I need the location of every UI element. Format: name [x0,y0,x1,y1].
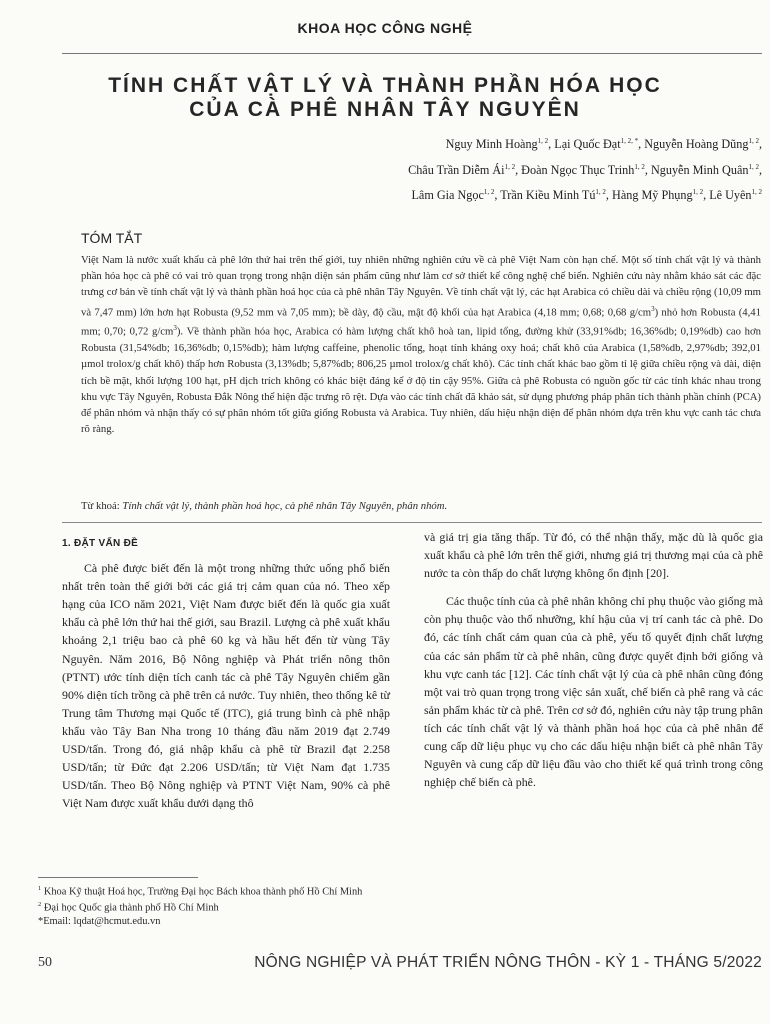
abstract-divider [62,522,762,523]
author-affiliation: 1, 2 [537,137,549,145]
footnotes [38,882,398,928]
footnote-mark: 1 [38,885,42,892]
body-paragraph-continued: và giá trị gia tăng thấp. Từ đó, có thể nhận thấy, mặc dù là quốc gia xuất khẩu cà phê lớn trên thế giới, nhưng giá trị thương mại của cà phê nước ta còn thấp do chất lượng không ổn định [20]. [424,530,763,581]
author-affiliation: 1, 2 [634,162,645,171]
author-name: Lại Quốc Đạt [554,137,621,152]
journal-footer: NÔNG NGHIỆP VÀ PHÁT TRIỂN NÔNG THÔN - KỲ 1 - THÁNG 5/2022 [254,954,762,971]
author-name: Lâm Gia Ngọc [411,188,484,203]
article-title [40,74,730,122]
abstract-part: Việt Nam là nước xuất khẩu cà phê lớn thứ hai trên thế giới, tuy nhiên những nghiên cứu về cà phê Việt Nam còn hạn chế. Một số tính chất vật lý và thành phần hóa học cà phê có vai trò quan trọng trong nhận diện sản phẩm cũng như làm cơ sở thiết kế công nghệ chế biến. Nghiên cứu này nhằm khảo sát các đặc trưng cơ bản về tính chất vật lý và thành phần hoá học của cà phê nhân Tây Nguyên. Về tính chất vật lý, các hạt Arabica có chiều dài và chiều rộng (10,09 mm và 7,47 mm) lớn hơn hạt Robusta (9,52 mm và 7,05 mm); bề dày, độ cầu, mật độ khối của hạt Arabica (4,18 mm; 0,68; 0,68 g/cm [81,254,761,319]
title-line-2: CỦA CÀ PHÊ NHÂN TÂY NGUYÊN [189,98,581,121]
author-affiliation: 1, 2 [748,162,759,171]
author-affiliation: 1, 2 [751,188,762,197]
footnote-email [38,915,398,928]
footnote-2 [38,898,398,914]
footnote-mark: 2 [38,901,42,909]
section-header: KHOA HỌC CÔNG NGHỆ [297,20,473,36]
author-line-1: Nguy Minh Hoàng$^{1, 2}$, Lại Quốc Đạt$^{1, 2, *}$, Nguyễn Hoàng Dũng$^{1, 2}$, [445,137,762,152]
keywords-list: Tính chất vật lý, thành phần hoá học, cà phê nhân Tây Nguyên, phân nhóm. [122,500,448,512]
page-number: 50 [38,955,52,970]
footnote-1 [38,882,398,898]
abstract-heading: TÓM TẮT [81,230,143,246]
title-line-1: TÍNH CHẤT VẬT LÝ VÀ THÀNH PHẦN HÓA HỌC [108,74,662,97]
author-name: Lê Uyên [709,188,752,203]
footnote-text: Đại học Quốc gia thành phố Hồ Chí Minh [41,902,219,914]
author-affiliation: 1, 2 [504,162,516,171]
author-line-3: Lâm Gia Ngọc$^{1, 2}$, Trần Kiều Minh Tú$^{1, 2}$, Hàng Mỹ Phụng$^{1, 2}$, Lê Uyên$^{1, 2}$ [411,188,762,203]
footnote-text: Khoa Kỹ thuật Hoá học, Trường Đại học Bách khoa thành phố Hồ Chí Minh [41,886,363,898]
author-name: Trần Kiều Minh Tú [500,188,596,203]
abstract-part: ) nhỏ hơn Robusta (4,41 mm; 0,70; 0,72 g/cm [81,306,761,338]
superscript: 3 [173,324,177,333]
author-affiliation: 1, 2 [483,188,495,197]
author-affiliation: 1, 2 [748,137,759,145]
footnote-rule [38,877,198,878]
keywords [81,498,761,514]
right-column [424,528,763,791]
keywords-label: Từ khoá: [81,500,120,512]
body-paragraph: Cà phê được biết đến là một trong những thức uống phổ biến nhất trên toàn thế giới bởi các giá trị cảm quan của nó. Theo xếp hạng của ICO năm 2021, Việt Nam được biết đến là quốc gia xuất khẩu cà phê lớn thứ hai thế giới, sau Brazil. Lượng cà phê xuất khẩu khoảng 2,1 triệu bao cà phê 60 kg và hầu hết đến từ vùng Tây Nguyên. Năm 2016, Bộ Nông nghiệp và Phát triển nông thôn (PTNT) ước tính diện tích canh tác cà phê Tây Nguyên chiếm gần 90% diện tích trồng cà phê trên cả nước. Tuy nhiên, theo thống kê từ Trung tâm Thương mại Quốc tế (ITC), giá trung bình cà phê nhập khẩu vào Tây Ban Nha trong 10 tháng đầu năm 2019 đạt 2.749 USD/tấn. Trong đó, giá nhập khẩu cà phê từ Brazil đạt 2.258 USD/tấn; từ Đức đạt 2.206 USD/tấn; từ Việt Nam đạt 1.735 USD/tấn. Theo Bộ Nông nghiệp và PTNT Việt Nam, 90% cà phê Việt Nam được xuất khẩu dưới dạng thô [62,561,390,811]
header-rule [62,53,762,54]
author-name: Đoàn Ngọc Thục Trinh [521,162,635,177]
author-name: Châu Trần Diễm Ái [408,162,505,177]
author-name: Hàng Mỹ Phụng [612,188,693,203]
author-name: Nguy Minh Hoàng [445,137,538,152]
author-name: Nguyễn Hoàng Dũng [644,137,749,152]
footnote-text: *Email: lqdat@hcmut.edu.vn [38,915,161,927]
author-affiliation: 1, 2, * [620,137,639,145]
author-list [250,130,762,207]
author-name: Nguyễn Minh Quân [650,162,749,177]
abstract-text [81,252,761,437]
author-affiliation: 1, 2 [692,188,704,197]
abstract-part: ). Về thành phần hóa học, Arabica có hàm lượng chất khô hoà tan, lipid tổng, đường khử (33,91%db; 16,36%db; 0,19%db) cao hơn Robusta (31,54%db; 16,36%db; 0,15%db); hàm lượng caffeine, phenolic tổng, hoạt tính kháng oxy hoá; chất khô của Arabica (1,58%db, 2,97%db; 392,01 µmol trolox/g chất khô) thấp hơn Robusta (3,13%db; 5,87%db; 806,25 µmol trolox/g chất khô). Các tính chất khác bao gồm tỉ lệ giữa chiều rộng và dài, diện tích bề mặt, khối lượng 100 hạt, pH dịch trích không có khác biệt đáng kể ở độ tin cậy 95%. Giữa cà phê Robusta có nguồn gốc từ các tỉnh khác nhau trong khu vực Tây Nguyên, Robusta Đắk Nông thể hiện đặc trưng rõ rệt. Dựa vào các tính chất đã khảo sát, sử dụng phương pháp phân tích thành phần chính (PCA) để phân nhóm và nhận thấy có sự phân nhóm tốt giữa giống Robusta và Arabica. Tuy nhiên, dấu hiệu nhận diện để phân nhóm dựa trên khu vực canh tác chưa rõ ràng. [81,325,761,436]
superscript: 3 [651,304,655,313]
left-column [62,535,390,812]
author-affiliation: 1, 2 [595,188,606,197]
author-line-2: Châu Trần Diễm Ái$^{1, 2}$, Đoàn Ngọc Thục Trinh$^{1, 2}$, Nguyễn Minh Quân$^{1, 2}$, [408,162,762,177]
body-paragraph: Các thuộc tính của cà phê nhân không chỉ phụ thuộc vào giống mà còn phụ thuộc vào thổ nhưỡng, khí hậu của vị trí canh tác cà phê. Do đó, các tính chất cảm quan của cà phê, yếu tố quyết định chất lượng của các sản phẩm từ cà phê nhân, cũng được quyết định bởi giống và khu vực canh tác [12]. Các tính chất vật lý của cà phê nhân cũng đóng một vai trò quan trọng trong việc sản xuất, chế biến cà phê rang và các sản phẩm khác từ cà phê. Trên cơ sở đó, nghiên cứu này tập trung phân tích các tính chất vật lý và thành phần hoá học của cà phê nhân để cung cấp dữ liệu phục vụ cho các dấu hiệu nhận biết cà phê nhân Tây Nguyên và cung cấp dữ liệu đầu vào cho thiết kế quá trình trong công nghiệp chế biến cà phê. [424,594,763,790]
section-title: 1. ĐẶT VẤN ĐỀ [62,538,139,549]
